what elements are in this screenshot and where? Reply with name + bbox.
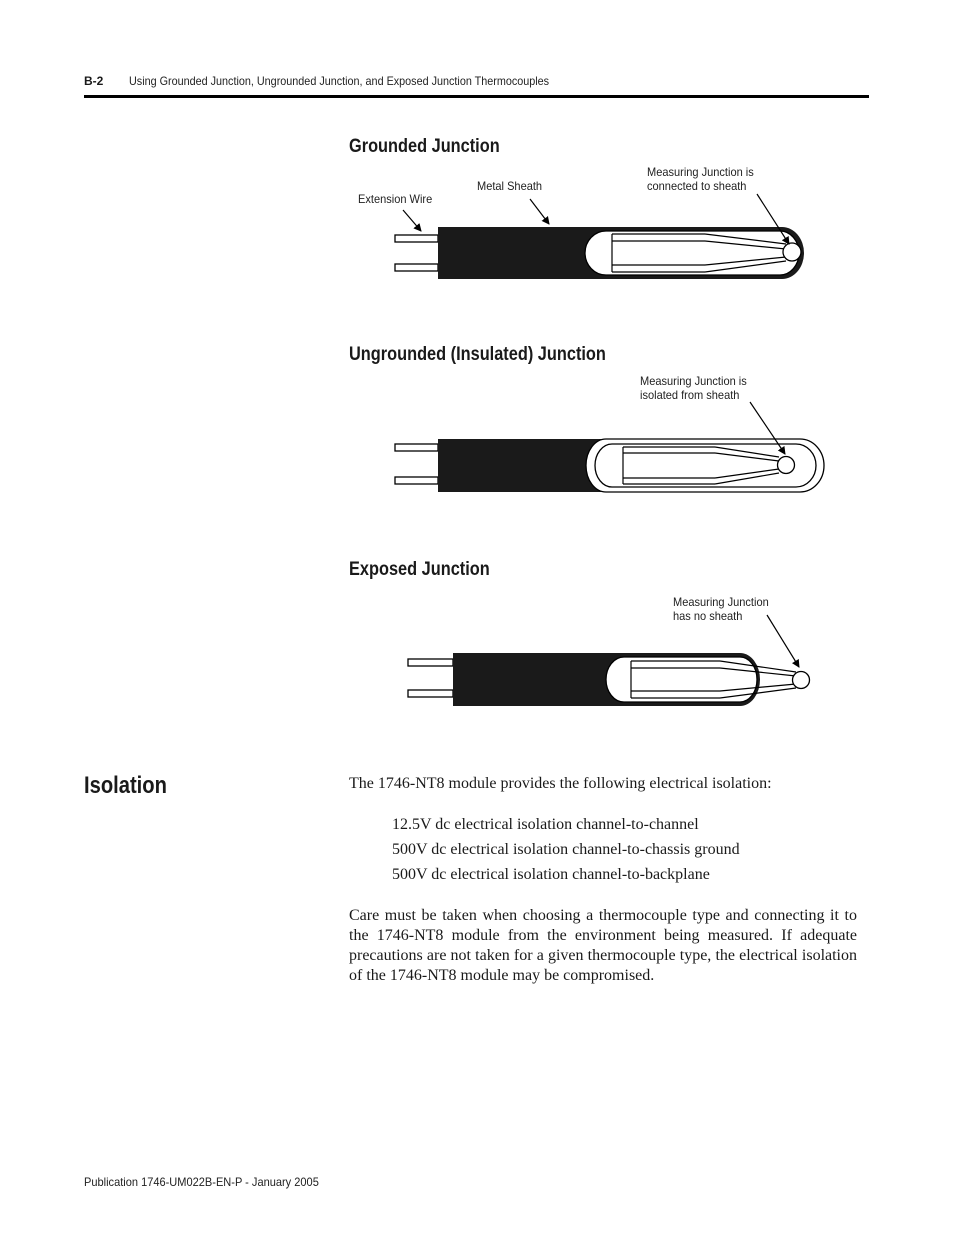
exposed-junction-heading: Exposed Junction [349,559,490,580]
grounded-junction-callout: Measuring Junction is connected to sheath [647,165,754,193]
ungrounded-junction-heading: Ungrounded (Insulated) Junction [349,344,606,365]
isolation-intro: The 1746-NT8 module provides the following electrical isolation: [349,775,772,792]
grounded-thermocouple-diagram [395,194,804,279]
page-number: B-2 [84,74,104,88]
isolation-section-title: Isolation [84,772,167,799]
ungrounded-thermocouple-diagram [395,402,824,492]
publication-footer: Publication 1746-UM022B-EN-P - January 2005 [84,1175,319,1189]
list-item: 500V dc electrical isolation channel-to-backplane [392,866,710,883]
isolation-list [392,815,740,890]
exposed-thermocouple-diagram [408,615,810,706]
grounded-junction-heading: Grounded Junction [349,136,500,157]
ungrounded-junction-callout: Measuring Junction is isolated from sheath [640,374,747,402]
exposed-junction-callout: Measuring Junction has no sheath [673,595,769,623]
list-item: 12.5V dc electrical isolation channel-to-channel [392,816,699,833]
metal-sheath-label: Metal Sheath [477,179,543,193]
extension-wire-label: Extension Wire [358,192,433,206]
running-header-title: Using Grounded Junction, Ungrounded Junction, and Exposed Junction Thermocouples [129,74,550,88]
isolation-paragraph: Care must be taken when choosing a thermocouple type and connecting it to the 1746-NT8 module from the environment being measured. If adequate precautions are not taken for a given thermocouple type, the electrical isolation of the 1746-NT8 module may be compromised. [349,907,857,984]
list-item: 500V dc electrical isolation channel-to-chassis ground [392,841,740,858]
